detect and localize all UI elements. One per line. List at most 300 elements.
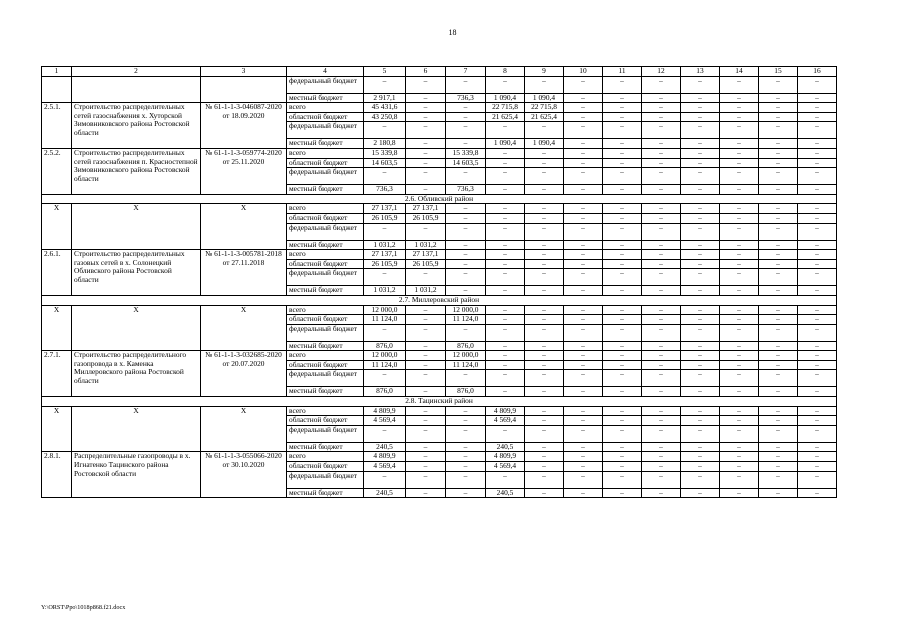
dash-cell: – [564,286,603,296]
budget-label: местный бюджет [287,286,364,296]
col-num: 3 [201,67,287,77]
dash-cell: – [720,76,759,93]
value-cell: 11 124,0 [446,360,486,370]
dash-cell: – [642,370,681,387]
footer-file-path: Y:\ORST\Ppo\1018p868.f21.docx [41,604,126,611]
budget-label: всего [287,406,364,416]
budget-label: федеральный бюджет [287,269,364,286]
col-num: 15 [759,67,798,77]
value-cell: – [406,452,446,462]
dash-cell: – [564,204,603,214]
value-cell: 1 090,4 [486,139,525,149]
value-cell: – [406,185,446,195]
value-cell: 11 124,0 [446,315,486,325]
dash-cell: – [603,213,642,223]
item-code: № 61-1-1-3-032685-2020 от 20.07.2020 [201,351,287,397]
table-row [42,305,837,315]
table-row [42,204,837,214]
empty-cell [201,76,287,103]
dash-cell: – [720,442,759,452]
budget-label: областной бюджет [287,360,364,370]
value-cell: 26 105,9 [364,259,406,269]
value-cell: – [406,488,446,498]
value-cell: 11 124,0 [364,360,406,370]
value-cell: – [525,204,564,214]
value-cell: – [446,286,486,296]
dash-cell: – [642,315,681,325]
value-cell: – [406,93,446,103]
value-cell: – [525,185,564,195]
value-cell: – [486,305,525,315]
dash-cell: – [642,240,681,250]
value-cell: 1 031,2 [364,240,406,250]
value-cell: – [525,148,564,158]
value-cell: – [446,259,486,269]
value-cell: – [525,305,564,315]
value-cell: – [446,442,486,452]
value-cell: – [486,122,525,139]
col-num: 16 [798,67,837,77]
table-row [42,103,837,113]
col-num: 8 [486,67,525,77]
dash-cell: – [564,351,603,361]
value-cell: – [525,442,564,452]
dash-cell: – [720,112,759,122]
value-cell: 1 090,4 [525,139,564,149]
empty-cell [42,76,72,103]
budget-label: федеральный бюджет [287,122,364,139]
dash-cell: – [720,213,759,223]
value-cell: – [525,259,564,269]
budget-label: местный бюджет [287,341,364,351]
dash-cell: – [564,269,603,286]
x-mark: Х [72,204,201,250]
dash-cell: – [720,488,759,498]
value-cell: – [525,471,564,488]
dash-cell: – [759,442,798,452]
dash-cell: – [720,122,759,139]
value-cell: – [525,425,564,442]
dash-cell: – [798,168,837,185]
budget-label: местный бюджет [287,185,364,195]
dash-cell: – [681,462,720,472]
item-code: № 61-1-1-3-059774-2020 от 25.11.2020 [201,148,287,194]
value-cell: – [525,462,564,472]
value-cell: – [364,168,406,185]
dash-cell: – [642,406,681,416]
value-cell: – [446,223,486,240]
value-cell: – [486,351,525,361]
dash-cell: – [642,360,681,370]
dash-cell: – [798,452,837,462]
dash-cell: – [681,370,720,387]
dash-cell: – [603,324,642,341]
value-cell: – [446,406,486,416]
dash-cell: – [759,269,798,286]
value-cell: – [364,370,406,387]
dash-cell: – [720,360,759,370]
dash-cell: – [720,148,759,158]
dash-cell: – [798,122,837,139]
empty-cell [72,76,201,103]
budget-label: местный бюджет [287,139,364,149]
dash-cell: – [720,139,759,149]
value-cell: 43 250,8 [364,112,406,122]
value-cell: – [525,324,564,341]
dash-cell: – [681,488,720,498]
dash-cell: – [564,315,603,325]
value-cell: – [364,76,406,93]
budget-label: областной бюджет [287,112,364,122]
dash-cell: – [564,103,603,113]
dash-cell: – [681,452,720,462]
value-cell: 14 603,5 [364,158,406,168]
value-cell: – [446,462,486,472]
value-cell: – [446,269,486,286]
dash-cell: – [642,442,681,452]
table-row [42,406,837,416]
dash-cell: – [642,452,681,462]
value-cell: – [406,148,446,158]
value-cell: 876,0 [446,387,486,397]
budget-label: областной бюджет [287,259,364,269]
dash-cell: – [642,351,681,361]
section-title: 2.8. Тацинский район [42,397,837,407]
value-cell: – [525,122,564,139]
budget-label: местный бюджет [287,488,364,498]
dash-cell: – [798,240,837,250]
dash-cell: – [759,213,798,223]
dash-cell: – [759,351,798,361]
dash-cell: – [798,406,837,416]
dash-cell: – [720,223,759,240]
dash-cell: – [642,223,681,240]
dash-cell: – [603,148,642,158]
dash-cell: – [759,305,798,315]
dash-cell: – [642,168,681,185]
budget-label: всего [287,103,364,113]
budget-label: областной бюджет [287,416,364,426]
value-cell: – [406,406,446,416]
budget-table-wrapper [41,66,837,498]
dash-cell: – [642,462,681,472]
value-cell: – [406,168,446,185]
value-cell: – [406,76,446,93]
value-cell: – [446,416,486,426]
dash-cell: – [720,93,759,103]
dash-cell: – [564,139,603,149]
value-cell: – [486,259,525,269]
value-cell: – [446,139,486,149]
col-num: 2 [72,67,201,77]
dash-cell: – [603,286,642,296]
value-cell: – [525,452,564,462]
value-cell: – [446,370,486,387]
table-row [42,351,837,361]
value-cell: 876,0 [446,341,486,351]
dash-cell: – [798,250,837,260]
dash-cell: – [798,269,837,286]
dash-cell: – [759,324,798,341]
dash-cell: – [720,240,759,250]
dash-cell: – [603,452,642,462]
dash-cell: – [720,103,759,113]
dash-cell: – [564,250,603,260]
dash-cell: – [759,93,798,103]
dash-cell: – [720,387,759,397]
dash-cell: – [603,471,642,488]
dash-cell: – [642,93,681,103]
dash-cell: – [759,250,798,260]
dash-cell: – [681,240,720,250]
value-cell: 21 625,4 [525,112,564,122]
col-num: 12 [642,67,681,77]
dash-cell: – [603,315,642,325]
dash-cell: – [564,452,603,462]
value-cell: – [486,185,525,195]
value-cell: 4 809,9 [364,406,406,416]
dash-cell: – [681,168,720,185]
value-cell: 27 137,1 [406,250,446,260]
value-cell: – [525,240,564,250]
value-cell: – [486,269,525,286]
value-cell: – [406,360,446,370]
dash-cell: – [564,360,603,370]
dash-cell: – [642,213,681,223]
dash-cell: – [681,185,720,195]
value-cell: 240,5 [486,442,525,452]
dash-cell: – [642,269,681,286]
dash-cell: – [798,204,837,214]
x-mark: Х [42,406,72,452]
value-cell: – [406,269,446,286]
value-cell: – [486,76,525,93]
dash-cell: – [720,341,759,351]
dash-cell: – [720,315,759,325]
col-num: 11 [603,67,642,77]
value-cell: 21 625,4 [486,112,525,122]
value-cell: 4 809,9 [364,452,406,462]
x-mark: Х [42,204,72,250]
dash-cell: – [759,370,798,387]
dash-cell: – [759,488,798,498]
dash-cell: – [603,360,642,370]
value-cell: – [446,122,486,139]
x-mark: Х [42,305,72,351]
dash-cell: – [642,204,681,214]
dash-cell: – [759,425,798,442]
section-title: 2.6. Обливский район [42,194,837,204]
value-cell: 2 917,1 [364,93,406,103]
value-cell: – [446,488,486,498]
dash-cell: – [603,240,642,250]
x-mark: Х [201,406,287,452]
dash-cell: – [681,351,720,361]
dash-cell: – [759,139,798,149]
value-cell: 12 000,0 [446,351,486,361]
budget-label: всего [287,305,364,315]
value-cell: – [406,315,446,325]
value-cell: – [446,452,486,462]
value-cell: – [525,315,564,325]
col-num: 10 [564,67,603,77]
dash-cell: – [603,259,642,269]
dash-cell: – [681,250,720,260]
item-name: Строительство распределительных сетей газоснабжения п. Красностепной Зимовниковского района Ростовской области [72,148,201,194]
dash-cell: – [642,387,681,397]
dash-cell: – [720,425,759,442]
dash-cell: – [759,103,798,113]
col-num: 7 [446,67,486,77]
dash-cell: – [798,185,837,195]
budget-label: областной бюджет [287,462,364,472]
x-mark: Х [201,305,287,351]
dash-cell: – [642,185,681,195]
dash-cell: – [681,148,720,158]
value-cell: – [406,139,446,149]
dash-cell: – [798,305,837,315]
dash-cell: – [681,305,720,315]
dash-cell: – [642,416,681,426]
dash-cell: – [759,341,798,351]
dash-cell: – [564,122,603,139]
table-row [42,76,837,93]
budget-label: всего [287,148,364,158]
value-cell: – [486,148,525,158]
budget-label: федеральный бюджет [287,425,364,442]
value-cell: – [446,213,486,223]
dash-cell: – [759,471,798,488]
col-num: 5 [364,67,406,77]
dash-cell: – [603,416,642,426]
dash-cell: – [603,223,642,240]
dash-cell: – [798,315,837,325]
dash-cell: – [603,122,642,139]
table-row [42,148,837,158]
dash-cell: – [564,259,603,269]
x-mark: Х [201,204,287,250]
dash-cell: – [603,168,642,185]
dash-cell: – [564,93,603,103]
dash-cell: – [642,341,681,351]
dash-cell: – [642,324,681,341]
value-cell: – [406,324,446,341]
dash-cell: – [564,305,603,315]
value-cell: – [486,324,525,341]
value-cell: 876,0 [364,387,406,397]
value-cell: – [406,158,446,168]
dash-cell: – [603,158,642,168]
value-cell: – [364,122,406,139]
page-number: 18 [448,28,457,37]
dash-cell: – [681,103,720,113]
value-cell: 876,0 [364,341,406,351]
value-cell: – [406,370,446,387]
dash-cell: – [759,387,798,397]
budget-label: местный бюджет [287,93,364,103]
dash-cell: – [642,488,681,498]
value-cell: 4 569,4 [364,416,406,426]
dash-cell: – [798,286,837,296]
dash-cell: – [603,250,642,260]
dash-cell: – [603,139,642,149]
value-cell: 45 431,6 [364,103,406,113]
dash-cell: – [720,286,759,296]
value-cell: – [525,286,564,296]
budget-label: местный бюджет [287,240,364,250]
dash-cell: – [759,416,798,426]
dash-cell: – [603,204,642,214]
budget-label: областной бюджет [287,158,364,168]
dash-cell: – [759,406,798,416]
item-number: 2.7.1. [42,351,72,397]
dash-cell: – [798,223,837,240]
budget-label: областной бюджет [287,213,364,223]
item-number: 2.6.1. [42,250,72,296]
value-cell: 4 569,4 [486,462,525,472]
budget-label: всего [287,250,364,260]
dash-cell: – [720,462,759,472]
dash-cell: – [720,185,759,195]
value-cell: – [486,213,525,223]
dash-cell: – [642,250,681,260]
value-cell: – [446,250,486,260]
item-number: 2.8.1. [42,452,72,498]
value-cell: 4 569,4 [486,416,525,426]
dash-cell: – [798,93,837,103]
dash-cell: – [759,259,798,269]
dash-cell: – [720,158,759,168]
dash-cell: – [798,112,837,122]
item-name: Строительство распределительного газопровода в х. Каменка Миллеровского района Ростовской области [72,351,201,397]
value-cell: – [525,360,564,370]
dash-cell: – [681,324,720,341]
value-cell: 27 137,1 [364,250,406,260]
dash-cell: – [720,406,759,416]
dash-cell: – [759,286,798,296]
dash-cell: – [720,416,759,426]
dash-cell: – [681,269,720,286]
value-cell: – [446,240,486,250]
dash-cell: – [564,112,603,122]
dash-cell: – [564,168,603,185]
dash-cell: – [642,286,681,296]
value-cell: 15 339,8 [446,148,486,158]
value-cell: – [486,425,525,442]
dash-cell: – [681,158,720,168]
value-cell: – [364,324,406,341]
value-cell: 22 715,8 [486,103,525,113]
value-cell: – [406,416,446,426]
dash-cell: – [681,406,720,416]
budget-label: федеральный бюджет [287,324,364,341]
value-cell: – [406,471,446,488]
dash-cell: – [603,185,642,195]
dash-cell: – [798,148,837,158]
value-cell: – [486,370,525,387]
dash-cell: – [798,139,837,149]
value-cell: – [406,351,446,361]
value-cell: – [486,471,525,488]
dash-cell: – [720,250,759,260]
dash-cell: – [642,148,681,158]
dash-cell: – [798,488,837,498]
value-cell: 1 090,4 [486,93,525,103]
dash-cell: – [798,462,837,472]
dash-cell: – [681,360,720,370]
value-cell: 26 105,9 [364,213,406,223]
dash-cell: – [642,305,681,315]
